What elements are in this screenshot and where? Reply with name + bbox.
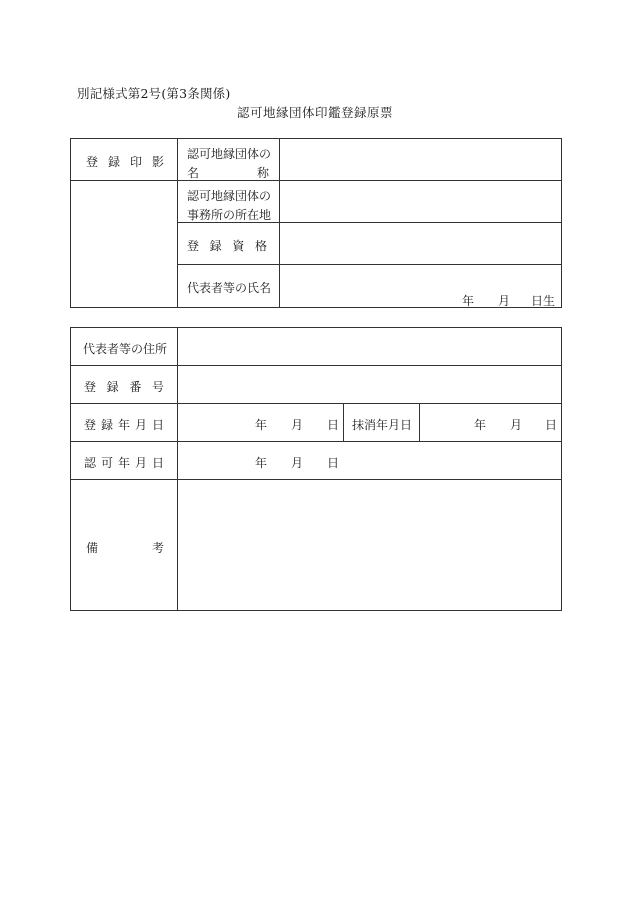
birth-day-unit: 日生 — [531, 294, 556, 308]
representative-address-label: 代表者等の住所 — [83, 342, 168, 356]
group-name-field[interactable] — [280, 139, 561, 180]
approval-month-unit: 月 — [291, 456, 304, 470]
representative-name-field[interactable] — [280, 265, 561, 307]
representative-address-field[interactable] — [178, 328, 561, 365]
cancellation-year-unit: 年 — [474, 418, 487, 432]
seal-impression-area[interactable] — [71, 181, 177, 307]
approval-date-field[interactable] — [178, 442, 561, 479]
registration-number-field[interactable] — [178, 366, 561, 403]
approval-year-unit: 年 — [255, 456, 268, 470]
registration-date-label: 登 録 年 月 日 — [84, 418, 164, 432]
seal-impression-label: 登 録 印 影 — [86, 155, 164, 169]
office-location-field[interactable] — [280, 181, 561, 222]
cancellation-day-unit: 日 — [545, 418, 558, 432]
birth-month-unit: 月 — [498, 294, 511, 308]
registration-number-label: 登 録 番 号 — [84, 380, 164, 394]
representative-name-label: 代表者等の氏名 — [187, 281, 272, 295]
approval-date-label: 認 可 年 月 日 — [84, 456, 164, 470]
registration-year-unit: 年 — [255, 418, 268, 432]
registration-month-unit: 月 — [291, 418, 304, 432]
qualification-label: 登 録 資 格 — [187, 239, 267, 253]
cancellation-month-unit: 月 — [510, 418, 523, 432]
qualification-field[interactable] — [280, 223, 561, 264]
cancellation-date-label: 抹消年月日 — [352, 418, 413, 432]
approval-day-unit: 日 — [327, 456, 340, 470]
registration-day-unit: 日 — [327, 418, 340, 432]
form-reference: 別記様式第2号(第3条関係) — [77, 86, 231, 101]
office-location-label: 認可地縁団体の 事務所の所在地 — [187, 189, 272, 222]
lower-divider-cancel-left — [343, 403, 344, 441]
birth-year-unit: 年 — [462, 294, 475, 308]
remarks-field[interactable] — [178, 480, 561, 610]
remarks-label: 備 考 — [86, 541, 164, 555]
document-title: 認可地縁団体印鑑登録原票 — [236, 105, 393, 120]
cancellation-date-field[interactable] — [420, 404, 561, 441]
upper-divider-1 — [177, 138, 178, 308]
group-name-label: 認可地縁団体の 名 称 — [187, 147, 272, 180]
